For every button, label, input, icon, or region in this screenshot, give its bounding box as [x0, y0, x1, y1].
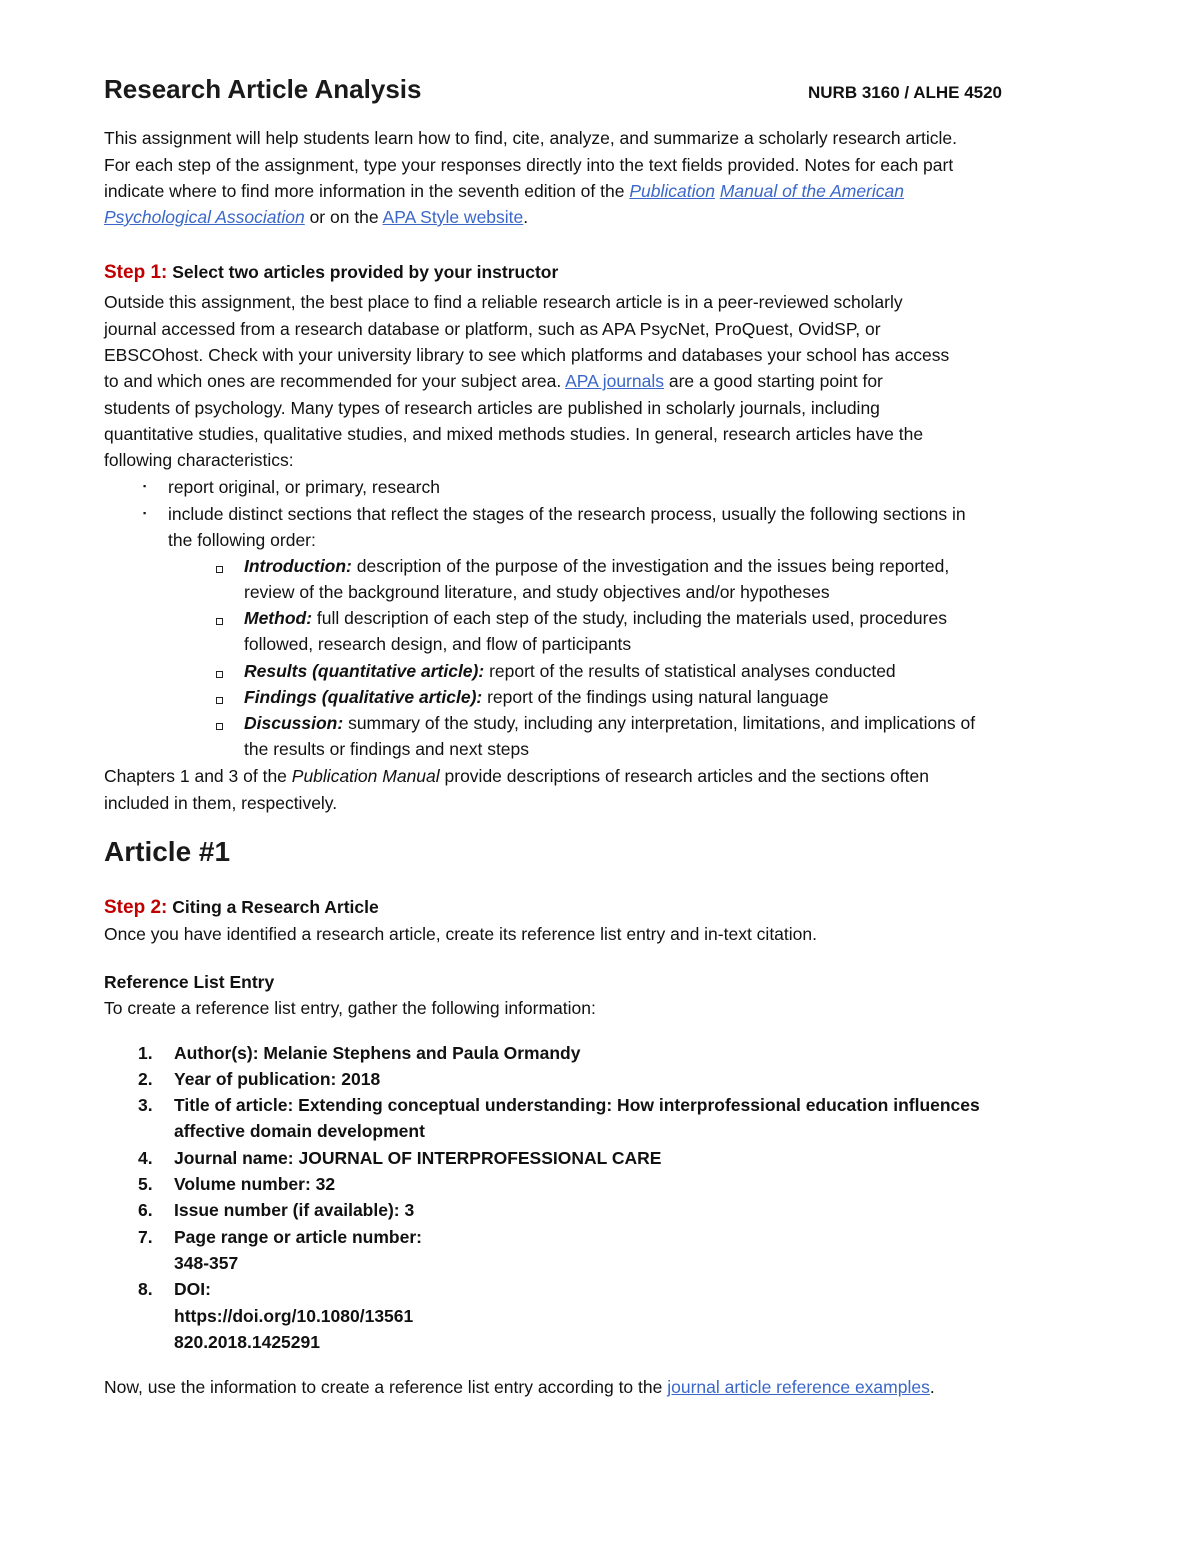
page-title: Research Article Analysis — [104, 74, 422, 104]
list-item-title-cont: affective domain development — [174, 1121, 425, 1141]
intro-line-3 — [104, 178, 904, 204]
closing-italic: Publication Manual — [291, 766, 440, 786]
sub-item-results — [244, 658, 896, 684]
intro-line-2: For each step of the assignment, type your responses directly into the text fields provided. Notes for each part — [104, 155, 954, 175]
reference-list-intro: To create a reference list entry, gather the following information: — [104, 998, 596, 1018]
list-item-doi-value-2: 820.2018.1425291 — [174, 1332, 320, 1352]
sub-item-text: summary of the study, including any interpretation, limitations, and implications of — [343, 713, 976, 733]
step1-para-line: students of psychology. Many types of research articles are published in scholarly journals, including — [104, 398, 880, 418]
list-item-issue: Issue number (if available): 3 — [174, 1200, 415, 1220]
list-number: 8. — [138, 1279, 153, 1299]
list-number: 1. — [138, 1043, 153, 1063]
journal-article-examples-link[interactable]: journal article reference examples — [667, 1377, 930, 1397]
bullet-item-cont: the following order: — [168, 530, 316, 550]
list-number: 5. — [138, 1174, 153, 1194]
publication-manual-link-2[interactable]: Manual of the American — [719, 181, 904, 201]
step1-para-line: quantitative studies, qualitative studies, and mixed methods studies. In general, research articles have the — [104, 424, 924, 444]
step1-label: Step 1: — [104, 262, 168, 283]
list-number: 3. — [138, 1095, 153, 1115]
bullet-icon: ▪ — [143, 481, 147, 491]
sub-item-term: Introduction: — [244, 556, 352, 576]
sub-item-text: description of the purpose of the investigation and the issues being reported, — [351, 556, 950, 576]
intro-text: . — [523, 207, 529, 227]
intro-line-1: This assignment will help students learn how to find, cite, analyze, and summarize a scholarly research article. — [104, 128, 958, 148]
list-number: 7. — [138, 1227, 153, 1247]
bullet-item: include distinct sections that reflect the stages of the research process, usually the following sections in — [168, 504, 966, 524]
final-text: . — [929, 1377, 935, 1397]
square-bullet-icon — [216, 723, 223, 730]
square-bullet-icon — [216, 618, 223, 625]
sub-item-text: full description of each step of the study, including the materials used, procedures — [312, 608, 947, 628]
bullet-item: report original, or primary, research — [168, 477, 440, 497]
reference-list-heading: Reference List Entry — [104, 972, 275, 992]
sub-item-term: Discussion: — [244, 713, 344, 733]
square-bullet-icon — [216, 671, 223, 678]
step1-para-line — [104, 368, 883, 394]
step1-title: Select two articles provided by your instructor — [167, 262, 559, 282]
list-item-doi-value: https://doi.org/10.1080/13561 — [174, 1306, 414, 1326]
final-text: Now, use the information to create a reference list entry according to the — [104, 1377, 668, 1397]
list-item-title: Title of article: Extending conceptual understanding: How interprofessional education influences — [174, 1095, 980, 1115]
apa-journals-link[interactable]: APA journals — [565, 371, 664, 391]
step2-label: Step 2: — [104, 897, 168, 918]
intro-text: indicate where to find more information in the seventh edition of the — [104, 181, 630, 201]
step2-heading — [104, 894, 379, 921]
article-heading: Article #1 — [104, 836, 231, 867]
intro-text: or on the — [304, 207, 383, 227]
list-item-year: Year of publication: 2018 — [174, 1069, 381, 1089]
list-number: 6. — [138, 1200, 153, 1220]
step1-text: are a good starting point for — [664, 371, 883, 391]
step2-title: Citing a Research Article — [167, 897, 379, 917]
sub-item-term: Results (quantitative article): — [244, 661, 485, 681]
list-item-doi: DOI: — [174, 1279, 211, 1299]
sub-item-findings — [244, 684, 829, 710]
list-item-journal: Journal name: JOURNAL OF INTERPROFESSIONAL CARE — [174, 1148, 662, 1168]
course-code: NURB 3160 / ALHE 4520 — [808, 83, 1003, 102]
sub-item-text: report of the results of statistical analyses conducted — [484, 661, 896, 681]
list-number: 4. — [138, 1148, 153, 1168]
bullet-icon: ▪ — [143, 508, 147, 518]
sub-item-discussion — [244, 710, 975, 736]
publication-manual-link[interactable]: Publication — [629, 181, 715, 201]
step1-para-line: journal accessed from a research database or platform, such as APA PsycNet, ProQuest, OvidSP, or — [104, 319, 881, 339]
closing-text: Chapters 1 and 3 of the — [104, 766, 292, 786]
square-bullet-icon — [216, 697, 223, 704]
step1-closing — [104, 763, 929, 789]
apa-style-website-link[interactable]: APA Style website — [382, 207, 524, 227]
step1-text: to and which ones are recommended for your subject area. — [104, 371, 566, 391]
closing-text: provide descriptions of research articles and the sections often — [439, 766, 929, 786]
step1-para-line: following characteristics: — [104, 450, 294, 470]
publication-manual-link-3[interactable]: Psychological Association — [104, 207, 305, 227]
sub-item-cont: the results or findings and next steps — [244, 739, 530, 759]
square-bullet-icon — [216, 566, 223, 573]
final-instruction — [104, 1374, 935, 1400]
step1-para-line: EBSCOhost. Check with your university library to see which platforms and databases your school has access — [104, 345, 950, 365]
sub-item-term: Findings (qualitative article): — [244, 687, 483, 707]
step1-heading — [104, 259, 558, 286]
list-number: 2. — [138, 1069, 153, 1089]
step1-closing-2: included in them, respectively. — [104, 793, 338, 813]
step1-para-line: Outside this assignment, the best place to find a reliable research article is in a peer-reviewed scholarly — [104, 292, 903, 312]
list-item-volume: Volume number: 32 — [174, 1174, 336, 1194]
sub-item-method — [244, 605, 947, 631]
list-item-pages-value: 348-357 — [174, 1253, 239, 1273]
sub-item-cont: review of the background literature, and study objectives and/or hypotheses — [244, 582, 830, 602]
list-item-author: Author(s): Melanie Stephens and Paula Ormandy — [174, 1043, 581, 1063]
step2-intro: Once you have identified a research article, create its reference list entry and in-text citation. — [104, 924, 817, 944]
sub-item-text: report of the findings using natural language — [482, 687, 829, 707]
sub-item-introduction — [244, 553, 949, 579]
intro-line-4 — [104, 204, 528, 230]
sub-item-term: Method: — [244, 608, 313, 628]
sub-item-cont: followed, research design, and flow of participants — [244, 634, 632, 654]
list-item-pages: Page range or article number: — [174, 1227, 422, 1247]
